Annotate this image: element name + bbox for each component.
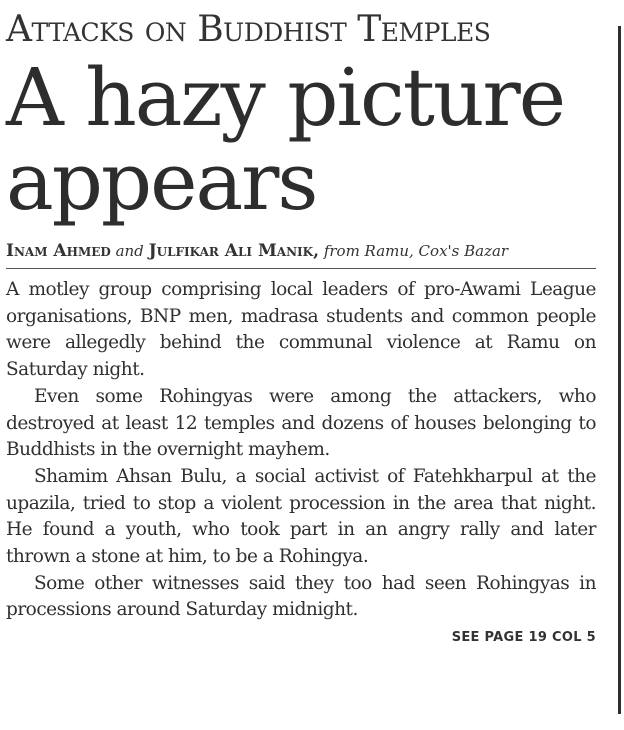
paragraph-1: A motley group comprising local leaders of pro-Awami League organisations, BNP men, madrasa students and common people were allegedly behind the communal violence at Ramu on Saturday night. xyxy=(6,279,596,381)
byline-author-1: Inam Ahmed xyxy=(6,241,111,261)
column-divider xyxy=(618,26,621,714)
byline-rule xyxy=(6,268,596,269)
paragraph-4: Some other witnesses said they too had seen Rohingyas in processions around Saturday midnight. xyxy=(6,572,596,621)
paragraph-3: Shamim Ahsan Bulu, a social activist of Fatehkharpul at the upazila, tried to stop a violent procession in the area that night. He found a youth, who took part in an angry rally and later thrown a stone at him, to be a Rohingya. xyxy=(6,465,596,568)
byline-conjunction: and xyxy=(115,242,144,260)
headline: A hazy picture appears xyxy=(6,51,565,228)
article xyxy=(6,10,596,645)
byline xyxy=(6,240,596,262)
article-body xyxy=(6,277,596,624)
byline-location: from Ramu, Cox's Bazar xyxy=(323,242,509,260)
paragraph-2: Even some Rohingyas were among the attackers, who destroyed at least 12 temples and dozens of houses belonging to Buddhists in the overnight mayhem. xyxy=(6,385,596,461)
continuation-note: SEE PAGE 19 COL 5 xyxy=(451,630,596,646)
byline-author-2: Julfikar Ali Manik, xyxy=(148,241,320,261)
kicker: Attacks on Buddhist Temples xyxy=(6,9,491,50)
